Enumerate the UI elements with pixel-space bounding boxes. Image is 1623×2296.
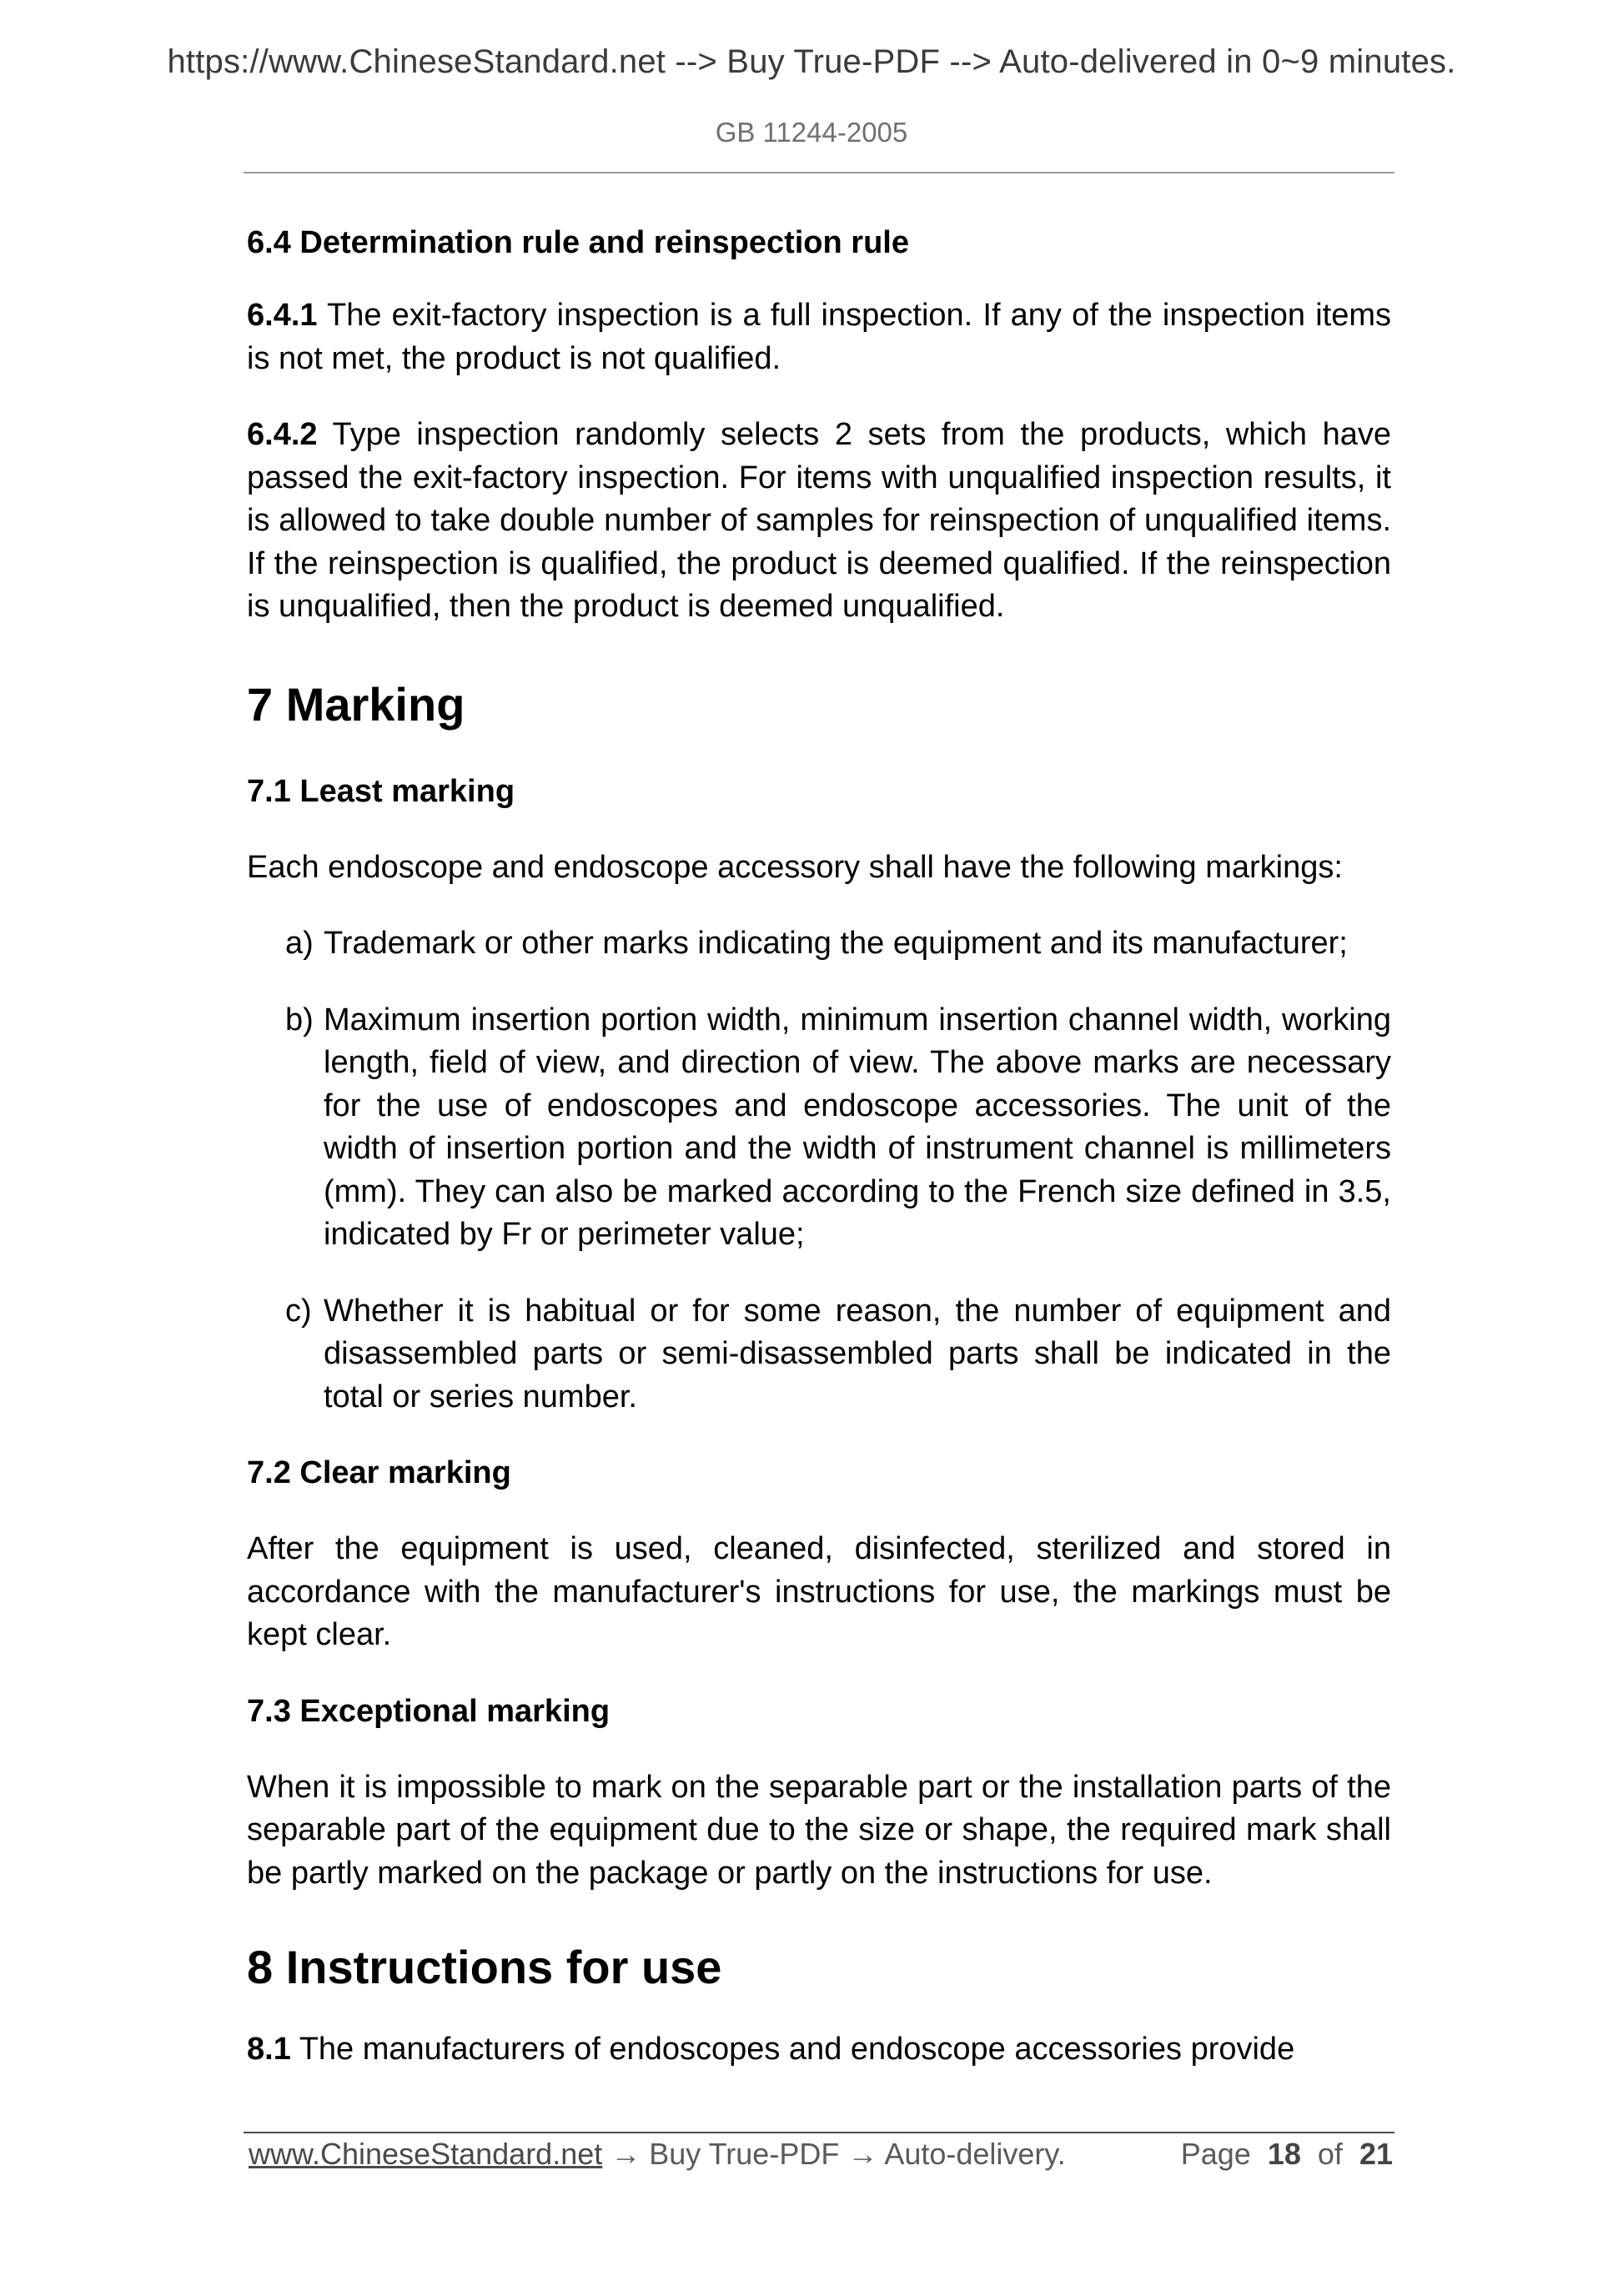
list-item-text: Maximum insertion portion width, minimum insertion channel width, working length, field of view, and direction of view. The above marks are necessary for the use of endoscopes and endoscope accessories. The unit of the width of insertion portion and the width of instrument channel is millimeters (mm). They can also be marked according to the French size defined in 3.5, indicated by Fr or perimeter value;: [324, 1002, 1391, 1252]
paragraph-6-4-1: [247, 294, 1391, 380]
list-item-a: [247, 922, 1391, 966]
top-banner: https://www.ChineseStandard.net --> Buy True-PDF --> Auto-delivered in 0~9 minutes.: [167, 43, 1456, 80]
section-7-3-text: When it is impossible to mark on the separable part or the installation parts of the separable part of the equipment due to the size or shape, the required mark shall be partly marked on the package or partly on the instructions for use.: [247, 1769, 1391, 1891]
list-item-text: Trademark or other marks indicating the equipment and its manufacturer;: [324, 926, 1348, 961]
document-code: GB 11244-2005: [715, 117, 908, 148]
current-page-number: 18: [1267, 2137, 1301, 2171]
paragraph-text: Type inspection randomly selects 2 sets from the products, which have passed the exit-factory inspection. For items with unqualified inspection results, it is allowed to take double number of samples for reinspection of unqualified items. If the reinspection is qualified, the product is deemed qualified. If the reinspection is unqualified, then the product is deemed unqualified.: [247, 417, 1391, 624]
paragraph-text: The manufacturers of endoscopes and endoscope accessories provide: [299, 2032, 1295, 2067]
list-marker: a): [285, 926, 314, 961]
section-7-1-intro: Each endoscope and endoscope accessory shall have the following markings:: [247, 849, 1343, 885]
section-7-2-heading: 7.2 Clear marking: [247, 1455, 511, 1490]
page-footer: [249, 2137, 1393, 2178]
footer-left: [249, 2137, 1066, 2172]
list-item-b: [247, 999, 1391, 1257]
page-label: Page: [1180, 2137, 1251, 2171]
paragraph-text: The exit-factory inspection is a full inspection. If any of the inspection items is not met, the product is not qualified.: [247, 298, 1391, 376]
section-7-3-heading: 7.3 Exceptional marking: [247, 1693, 611, 1729]
clause-number: 6.4.1: [247, 298, 318, 333]
total-page-count: 21: [1359, 2137, 1393, 2171]
footer-tagline: → Buy True-PDF → Auto-delivery.: [602, 2137, 1066, 2171]
document-body: [247, 222, 1391, 2072]
list-marker: c): [285, 1293, 312, 1329]
section-7-1-heading: 7.1 Least marking: [247, 773, 515, 809]
paragraph-6-4-2: [247, 414, 1391, 629]
footer-website-link[interactable]: www.ChineseStandard.net: [249, 2137, 603, 2171]
footer-divider: [244, 2132, 1394, 2133]
paragraph-8-1: [247, 2028, 1391, 2072]
clause-number: 8.1: [247, 2032, 291, 2067]
of-label: of: [1317, 2137, 1343, 2171]
page-indicator: [1181, 2137, 1393, 2172]
section-7-2-text: After the equipment is used, cleaned, disinfected, sterilized and stored in accordance with the manufacturer's instructions for use, the markings must be kept clear.: [247, 1531, 1391, 1652]
list-item-c: [247, 1290, 1391, 1419]
section-6-4-heading: 6.4 Determination rule and reinspection rule: [247, 225, 909, 260]
section-7-heading: 7 Marking: [247, 677, 465, 731]
list-marker: b): [285, 1002, 314, 1037]
header-divider: [244, 172, 1394, 173]
clause-number: 6.4.2: [247, 417, 318, 452]
list-item-text: Whether it is habitual or for some reason, the number of equipment and disassembled parts or semi-disassembled parts shall be indicated in the total or series number.: [324, 1293, 1391, 1414]
section-8-heading: 8 Instructions for use: [247, 1941, 722, 1993]
